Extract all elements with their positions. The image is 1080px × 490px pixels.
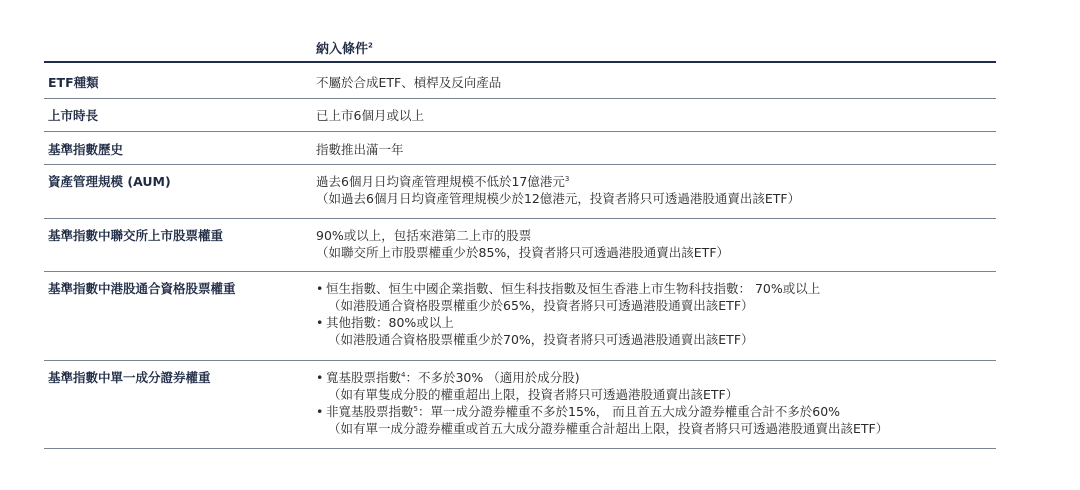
row-value [316,141,996,158]
value-line: 已上市6個月或以上 [316,108,424,123]
row-label: 基準指數中聯交所上市股票權重 [48,228,224,243]
row-divider [44,98,996,99]
value-line: 90%或以上，包括來港第二上市的股票 [316,228,532,243]
row-divider [44,131,996,132]
bullet-marker: • [316,315,324,330]
bullet-item [316,314,996,331]
row-divider [44,448,996,449]
column-header [316,38,373,57]
row-divider [44,360,996,361]
value-line: （如聯交所上市股票權重少於85%，投資者將只可透過港股通賣出該ETF） [316,245,730,260]
row-label: ETF種類 [48,75,99,90]
bullet-item [316,369,996,386]
value-line: （如過去6個月日均資產管理規模少於12億港元，投資者將只可透過港股通賣出該ETF） [316,191,801,206]
bullet-subtext: （如有單隻成分股的權重超出上限，投資者將只可透過港股通賣出該ETF） [328,387,739,402]
footnote-marker: 4 [401,370,406,379]
header-divider [44,61,996,63]
row-value [316,227,996,261]
footnote-marker: 5 [413,404,418,413]
row-divider [44,218,996,219]
value-line [316,173,996,190]
bullet-item [316,280,996,297]
bullet-text: 恒生指數、恒生中國企業指數、恒生科技指數及恒生香港上市生物科技指數： 70%或以上 [326,281,821,296]
bullet-subtext: （如港股通合資格股票權重少於70%，投資者將只可透過港股通賣出該ETF） [328,332,754,347]
bullet-subtext: （如有單一成分證券權重或首五大成分證券權重合計超出上限，投資者將只可透過港股通賣出該ETF） [328,421,889,436]
header-footnote: 2 [368,41,373,50]
row-label: 基準指數中單一成分證券權重 [48,370,211,385]
bullet-text: 寬基股票指數 [326,370,402,385]
value-line: 不屬於合成ETF、槓桿及反向產品 [316,75,502,90]
row-label: 上市時長 [48,108,99,123]
bullet-item [316,403,996,420]
bullet-subtext: （如港股通合資格股票權重少於65%，投資者將只可透過港股通賣出該ETF） [328,298,754,313]
row-divider [44,271,996,272]
row-value [316,173,996,207]
bullet-marker: • [316,281,324,296]
row-divider [44,164,996,165]
row-label: 資產管理規模 (AUM) [48,174,171,189]
header-title: 納入條件 [316,42,369,57]
row-value [316,369,996,437]
footnote-marker: 3 [564,174,570,183]
bullet-text: ：單一成分證券權重不多於15%， 而且首五大成分證券權重合計不多於60% [417,404,841,419]
row-label: 基準指數歷史 [48,142,124,157]
value-text: 過去6個月日均資產管理規模不低於17億港元 [316,174,565,189]
row-value [316,280,996,348]
bullet-text: 非寬基股票指數 [326,404,414,419]
bullet-text: ：不多於30% （適用於成分股) [405,370,580,385]
value-line: 指數推出滿一年 [316,142,404,157]
row-value [316,74,996,91]
row-label: 基準指數中港股通合資格股票權重 [48,281,236,296]
bullet-marker: • [316,404,324,419]
row-value [316,107,996,124]
bullet-text: 其他指數：80%或以上 [326,315,454,330]
bullet-marker: • [316,370,324,385]
